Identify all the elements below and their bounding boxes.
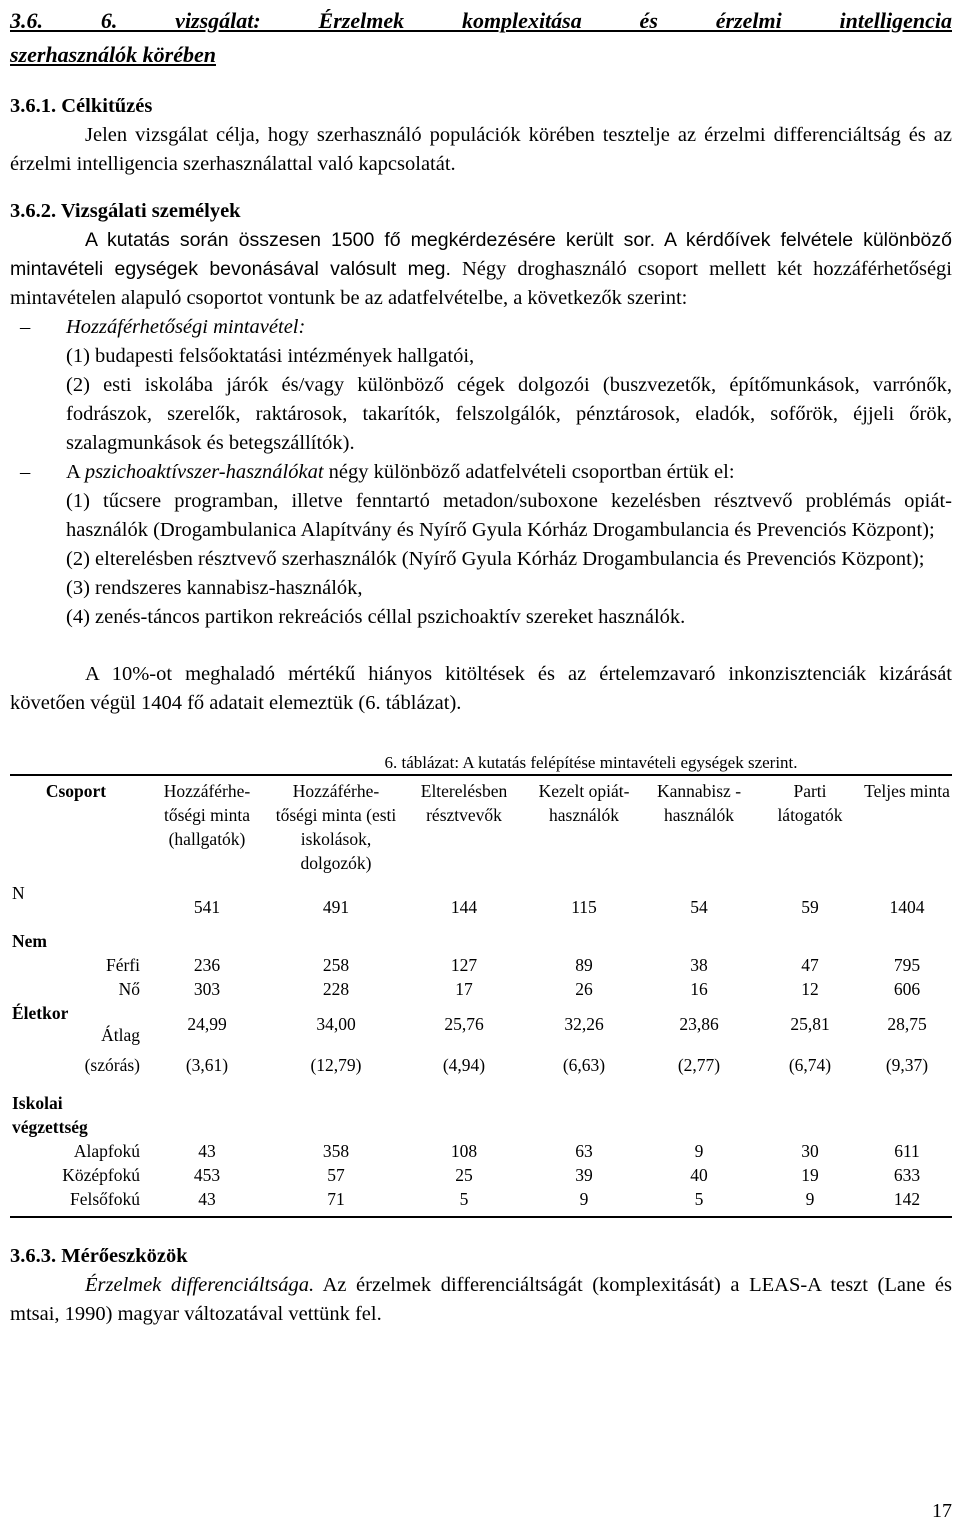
table-cell: 16 (690, 979, 708, 999)
column-header: Csoport (45, 781, 107, 801)
bullet-pszichoaktiv (10, 458, 952, 487)
row-label: Felsőfokú (70, 1189, 140, 1209)
column-header: Kannabisz -használók (656, 781, 742, 825)
paragraph-celkituzes: Jelen vizsgálat célja, hogy szerhasználó populációk körében tesztelje az érzelmi differenciáltság és az érzelmi intelligencia szerhasználattal való kapcsolatát. (10, 124, 952, 175)
subsection-title-celkituzes: 3.6.1. Célkitűzés (10, 95, 153, 117)
table-cell: 453 (193, 1165, 221, 1185)
row-sublabel: Átlag (101, 1025, 140, 1045)
list-item: (1) tűcsere programban, illetve fenntartó metadon/suboxone kezelésben résztvevő problémás opiát-használók (Drogambulanica Alapítvány és Nyírő Gyula Kórház Drogambulancia és Prevenciós Központ); (66, 490, 952, 541)
table-cell: 59 (801, 897, 819, 917)
row-label: N (12, 883, 25, 903)
table-cell: 43 (198, 1189, 216, 1209)
table-cell: 19 (801, 1165, 819, 1185)
paragraph-vizsgalati-szemelyek (10, 226, 952, 313)
table-cell: 5 (459, 1189, 469, 1209)
document-page (10, 4, 952, 1329)
table-row (10, 1139, 952, 1163)
row-group-label: Nem (12, 931, 47, 951)
section-heading: 3.6. 6. vizsgálat: Érzelmek komplexitása és érzelmi intelligencia (10, 8, 952, 33)
table-cell: (2,77) (677, 1055, 721, 1075)
table-cell: 491 (322, 897, 350, 917)
list-item: (3) rendszeres kannabisz-használók, (66, 577, 363, 599)
table-row (10, 881, 952, 919)
table-row (10, 919, 952, 953)
table-cell: (3,61) (185, 1055, 229, 1075)
table-cell: (12,79) (310, 1055, 362, 1075)
table-cell: (9,37) (885, 1055, 929, 1075)
dash-icon: – (20, 461, 31, 483)
table-cell: 633 (893, 1165, 921, 1185)
table-cell: 24,99 (187, 1014, 227, 1034)
table-cell: (6,63) (562, 1055, 606, 1075)
table-cell: 9 (805, 1189, 815, 1209)
table-cell: 9 (694, 1141, 704, 1161)
list-item: (2) esti iskolába járók és/vagy különböző cégek dolgozói (buszvezetők, építőmunkások, varrónők, fodrászok, szerelők, raktárosok, takarítók, felszolgálók, pénztárosok, eladók, sofőrök, éjjeli őrök, szalagmunkások és betegszállítók). (66, 374, 952, 454)
table-cell: 795 (893, 955, 921, 975)
table-row (10, 1001, 952, 1047)
table-row (10, 1115, 952, 1139)
page-number: 17 (932, 1500, 952, 1522)
paragraph-final: A 10%-ot meghaladó mértékű hiányos kitöltések és az értelemzavaró inkonzisztenciák kizárását követően végül 1404 fő adatait elemeztük (6. táblázat). (10, 663, 952, 714)
table-cell: 71 (327, 1189, 345, 1209)
bullet-label: Hozzáférhetőségi mintavétel: (66, 316, 306, 338)
column-header: Teljes minta (864, 781, 950, 801)
table-cell: 39 (575, 1165, 593, 1185)
paragraph-italic-lead: Érzelmek differenciáltsága. (85, 1274, 315, 1296)
table-cell: 25,76 (444, 1014, 484, 1034)
row-label: (szórás) (84, 1055, 140, 1075)
list-item: (4) zenés-táncos partikon rekreációs céllal pszichoaktív szereket használók. (66, 606, 686, 628)
table-cell: (4,94) (442, 1055, 486, 1075)
table-header-row (10, 775, 952, 881)
table-row (10, 1047, 952, 1083)
table-cell: 9 (579, 1189, 589, 1209)
dash-icon: – (20, 316, 31, 338)
table-cell: 47 (801, 955, 819, 975)
table-cell: (6,74) (788, 1055, 832, 1075)
bullet-text-post: négy különböző adatfelvételi csoportban értük el: (323, 461, 735, 483)
paragraph-serif-part: Négy droghasználó csoport mellett két hozzáférhetőségi mintavételen alapuló csoportot vontunk be az adatfelvételbe, a következők szerint: (10, 258, 952, 309)
table-cell: 144 (450, 897, 478, 917)
row-group-label: végzettség (12, 1117, 88, 1137)
table-cell: 30 (801, 1141, 819, 1161)
table-row (10, 953, 952, 977)
table-cell: 54 (690, 897, 708, 917)
table-cell: 32,26 (564, 1014, 604, 1034)
column-header: Hozzáférhe-tőségi minta (hallgatók) (163, 781, 251, 849)
table-cell: 17 (455, 979, 473, 999)
table-cell: 115 (571, 897, 597, 917)
paragraph-sans-part: A kutatás során összesen 1500 fő megkérdezésére került sor. A kérdőívek felvétele különböző mintavételi egységek bevonásával valósult meg. (10, 229, 952, 280)
table-row (10, 1187, 952, 1217)
table-row (10, 977, 952, 1001)
table-cell: 258 (322, 955, 350, 975)
table-row (10, 1083, 952, 1115)
column-header: Parti látogatók (777, 781, 843, 825)
table-cell: 303 (193, 979, 221, 999)
table-cell: 358 (322, 1141, 350, 1161)
data-table (10, 774, 952, 1218)
row-label: Életkor (12, 1003, 69, 1023)
table-cell: 127 (450, 955, 478, 975)
subsection-title-vizsgalati-szemelyek: 3.6.2. Vizsgálati személyek (10, 200, 241, 222)
row-group-label (10, 1001, 142, 1047)
bullet-text-italic: pszichoaktívszer-használókat (84, 461, 324, 483)
paragraph-meroeszkozok (10, 1271, 952, 1329)
paragraph-text: Az érzelmek differenciáltságát (komplexitását) a LEAS-A teszt (Lane és mtsai, 1990) magyar változatával vettünk fel. (10, 1274, 952, 1325)
table-cell: 23,86 (679, 1014, 719, 1034)
bullet-text-pre: A (66, 461, 85, 483)
row-group-label: Iskolai (12, 1093, 63, 1113)
table-cell: 57 (327, 1165, 345, 1185)
table-cell: 541 (193, 897, 221, 917)
table-cell: 28,75 (887, 1014, 927, 1034)
table-cell: 25 (455, 1165, 473, 1185)
table-cell: 5 (694, 1189, 704, 1209)
table-cell: 236 (193, 955, 221, 975)
row-label: Férfi (105, 955, 140, 975)
table-cell: 43 (198, 1141, 216, 1161)
table-cell: 26 (575, 979, 593, 999)
table-cell: 89 (575, 955, 593, 975)
list-item: (1) budapesti felsőoktatási intézmények hallgatói, (66, 345, 475, 367)
table-cell: 38 (690, 955, 708, 975)
table-cell: 142 (893, 1189, 921, 1209)
table-cell: 12 (801, 979, 819, 999)
row-label: Alapfokú (73, 1141, 140, 1161)
section-heading-line2: szerhasználók körében (10, 42, 216, 67)
table-cell: 25,81 (790, 1014, 830, 1034)
table-row (10, 1163, 952, 1187)
list-item: (2) elterelésben résztvevő szerhasználók (Nyírő Gyula Kórház Drogambulancia és Prevenciós Központ); (66, 548, 925, 570)
table-cell: 40 (690, 1165, 708, 1185)
column-header: Kezelt opiát-használók (538, 781, 630, 825)
table-cell: 228 (322, 979, 350, 999)
table-cell: 606 (893, 979, 921, 999)
row-label: Nő (118, 979, 140, 999)
table-cell: 108 (450, 1141, 478, 1161)
table-cell: 1404 (889, 897, 925, 917)
table-cell: 611 (894, 1141, 920, 1161)
column-header: Elterelésben résztvevők (420, 781, 508, 825)
table-cell: 63 (575, 1141, 593, 1161)
table-caption: 6. táblázat: A kutatás felépítése mintavételi egységek szerint. (384, 753, 798, 772)
bullet-hozzaferhetosegi (10, 313, 952, 342)
column-header: Hozzáférhe-tőségi minta (esti iskolások, dolgozók) (275, 781, 397, 873)
row-label: Középfokú (62, 1165, 140, 1185)
table-cell: 34,00 (316, 1014, 356, 1034)
subsection-title-meroeszkozok: 3.6.3. Mérőeszközök (10, 1245, 188, 1267)
